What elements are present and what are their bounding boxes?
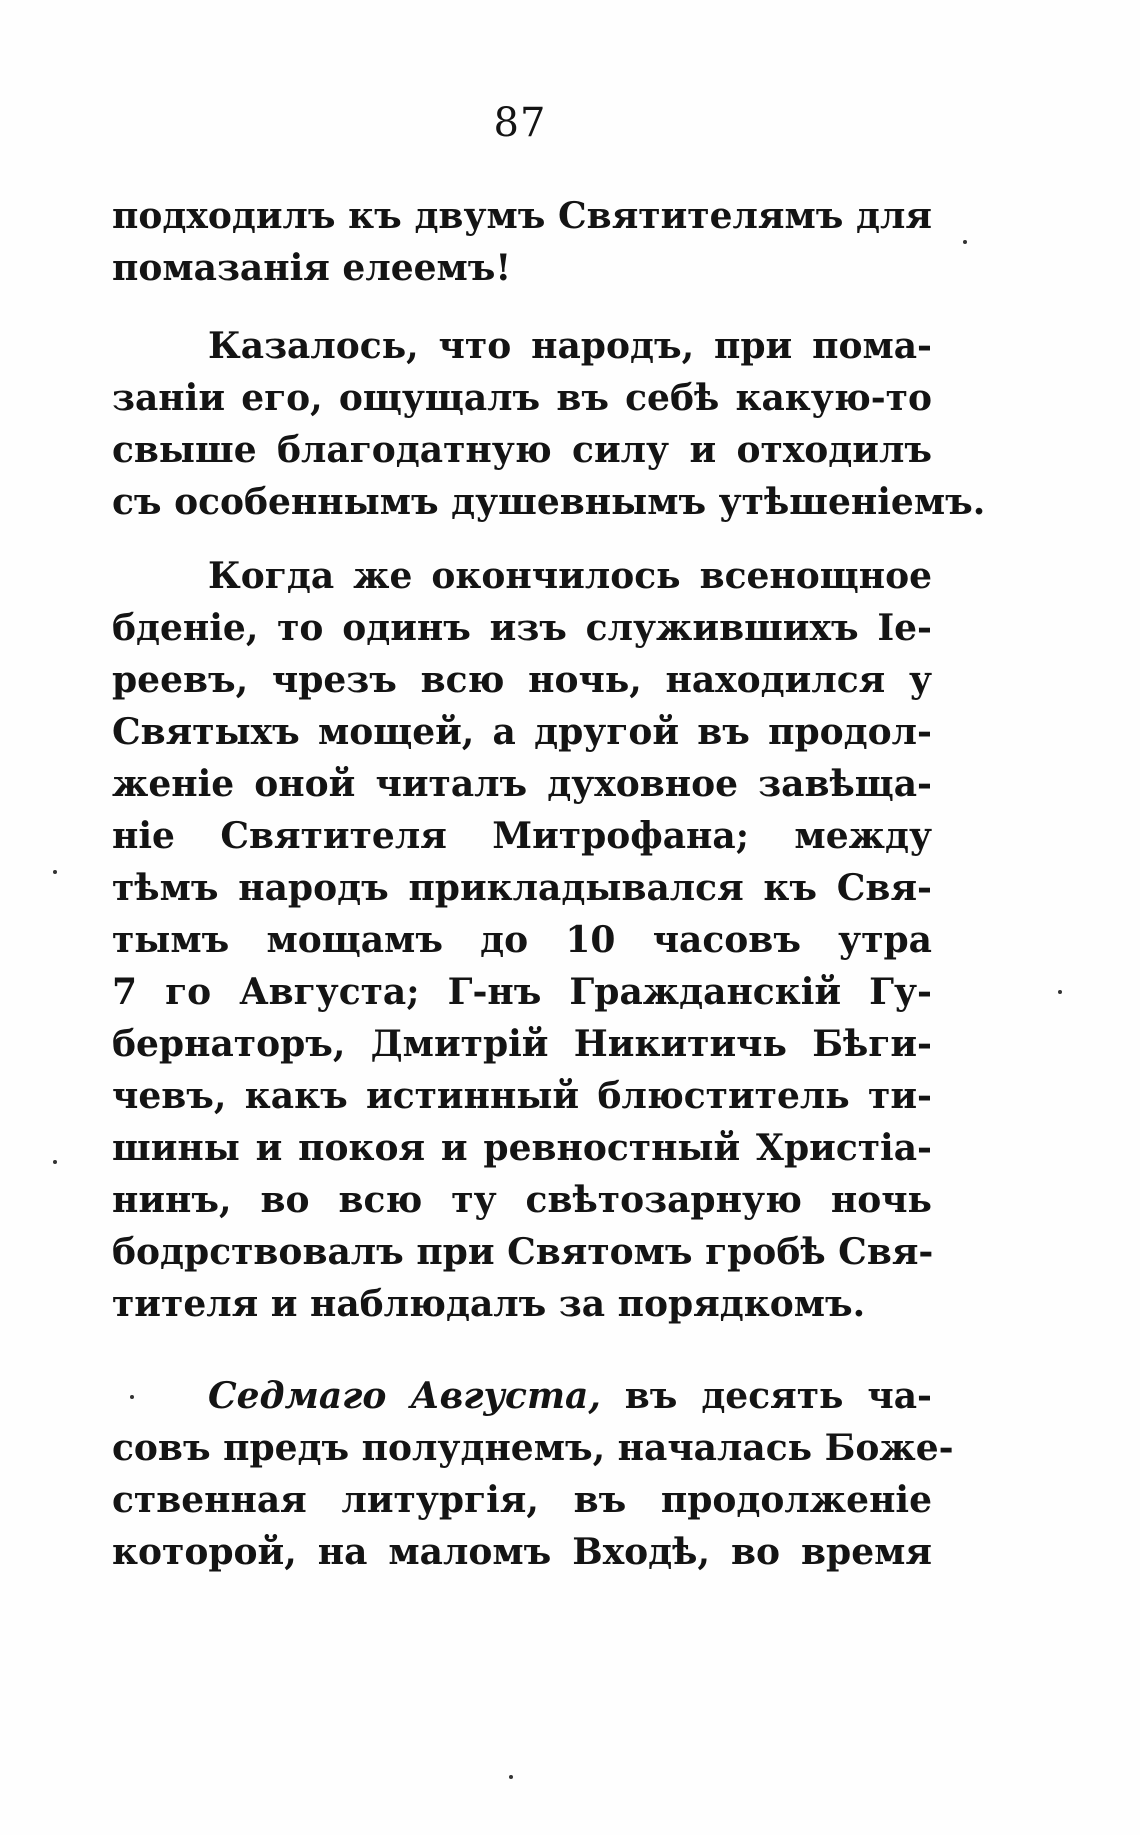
text-line xyxy=(112,1370,932,1422)
text-line: Казалось, что народъ, при пома- xyxy=(208,325,932,367)
paragraph-2 xyxy=(112,320,986,528)
text-line: бденіе, то одинъ изъ служившихъ Іе- xyxy=(112,607,932,649)
page-number: 87 xyxy=(493,100,547,146)
paragraph-1 xyxy=(112,190,932,294)
text-line: совъ предъ полуднемъ, началась Боже- xyxy=(112,1427,954,1469)
text-line: Святыхъ мощей, а другой въ продол- xyxy=(112,711,932,753)
text-line: бодрствовалъ при Святомъ гробѣ Свя- xyxy=(112,1231,934,1273)
paragraph-3 xyxy=(112,550,932,1330)
text-line: шины и покоя и ревностный Христіа- xyxy=(112,1127,932,1169)
text-line: реевъ, чрезъ всю ночь, находился у xyxy=(112,659,932,701)
text-line: женіе оной читалъ духовное завѣща- xyxy=(112,763,932,805)
print-speck xyxy=(130,1395,134,1399)
text-line: помазанія елеемъ! xyxy=(112,247,512,289)
paragraph-4 xyxy=(112,1370,954,1578)
text-line: ніе Святителя Митрофана; между xyxy=(112,815,932,857)
text-line: нинъ, во всю ту свѣтозарную ночь xyxy=(112,1179,932,1221)
text-line: чевъ, какъ истинный блюститель ти- xyxy=(112,1075,932,1117)
print-speck xyxy=(509,1775,513,1779)
text-line: съ особеннымъ душевнымъ утѣшеніемъ. xyxy=(112,481,986,523)
text-fragment: въ десять ча- xyxy=(624,1375,932,1417)
text-line: бернаторъ, Дмитрій Никитичь Бѣги- xyxy=(112,1023,932,1065)
text-line: 7 го Августа; Г-нъ Гражданскій Гу- xyxy=(112,971,932,1013)
text-line: Когда же окончилось всенощное xyxy=(208,555,932,597)
text-line: тителя и наблюдалъ за порядкомъ. xyxy=(112,1283,866,1325)
print-speck xyxy=(53,870,57,874)
text-line: заніи его, ощущалъ въ себѣ какую-то xyxy=(112,377,932,419)
print-speck xyxy=(1058,990,1062,994)
print-speck xyxy=(53,1160,57,1164)
text-line: свыше благодатную силу и отходилъ xyxy=(112,429,932,471)
print-speck xyxy=(963,240,967,244)
text-line: тѣмъ народъ прикладывался къ Свя- xyxy=(112,867,932,909)
text-line: которой, на маломъ Входѣ, во время xyxy=(112,1531,932,1573)
text-line: подходилъ къ двумъ Святителямъ для xyxy=(112,195,932,237)
italic-date: Седмаго Августа, xyxy=(208,1375,601,1417)
text-line: ственная литургія, въ продолженіе xyxy=(112,1479,932,1521)
text-line: тымъ мощамъ до 10 часовъ утра xyxy=(112,919,932,961)
